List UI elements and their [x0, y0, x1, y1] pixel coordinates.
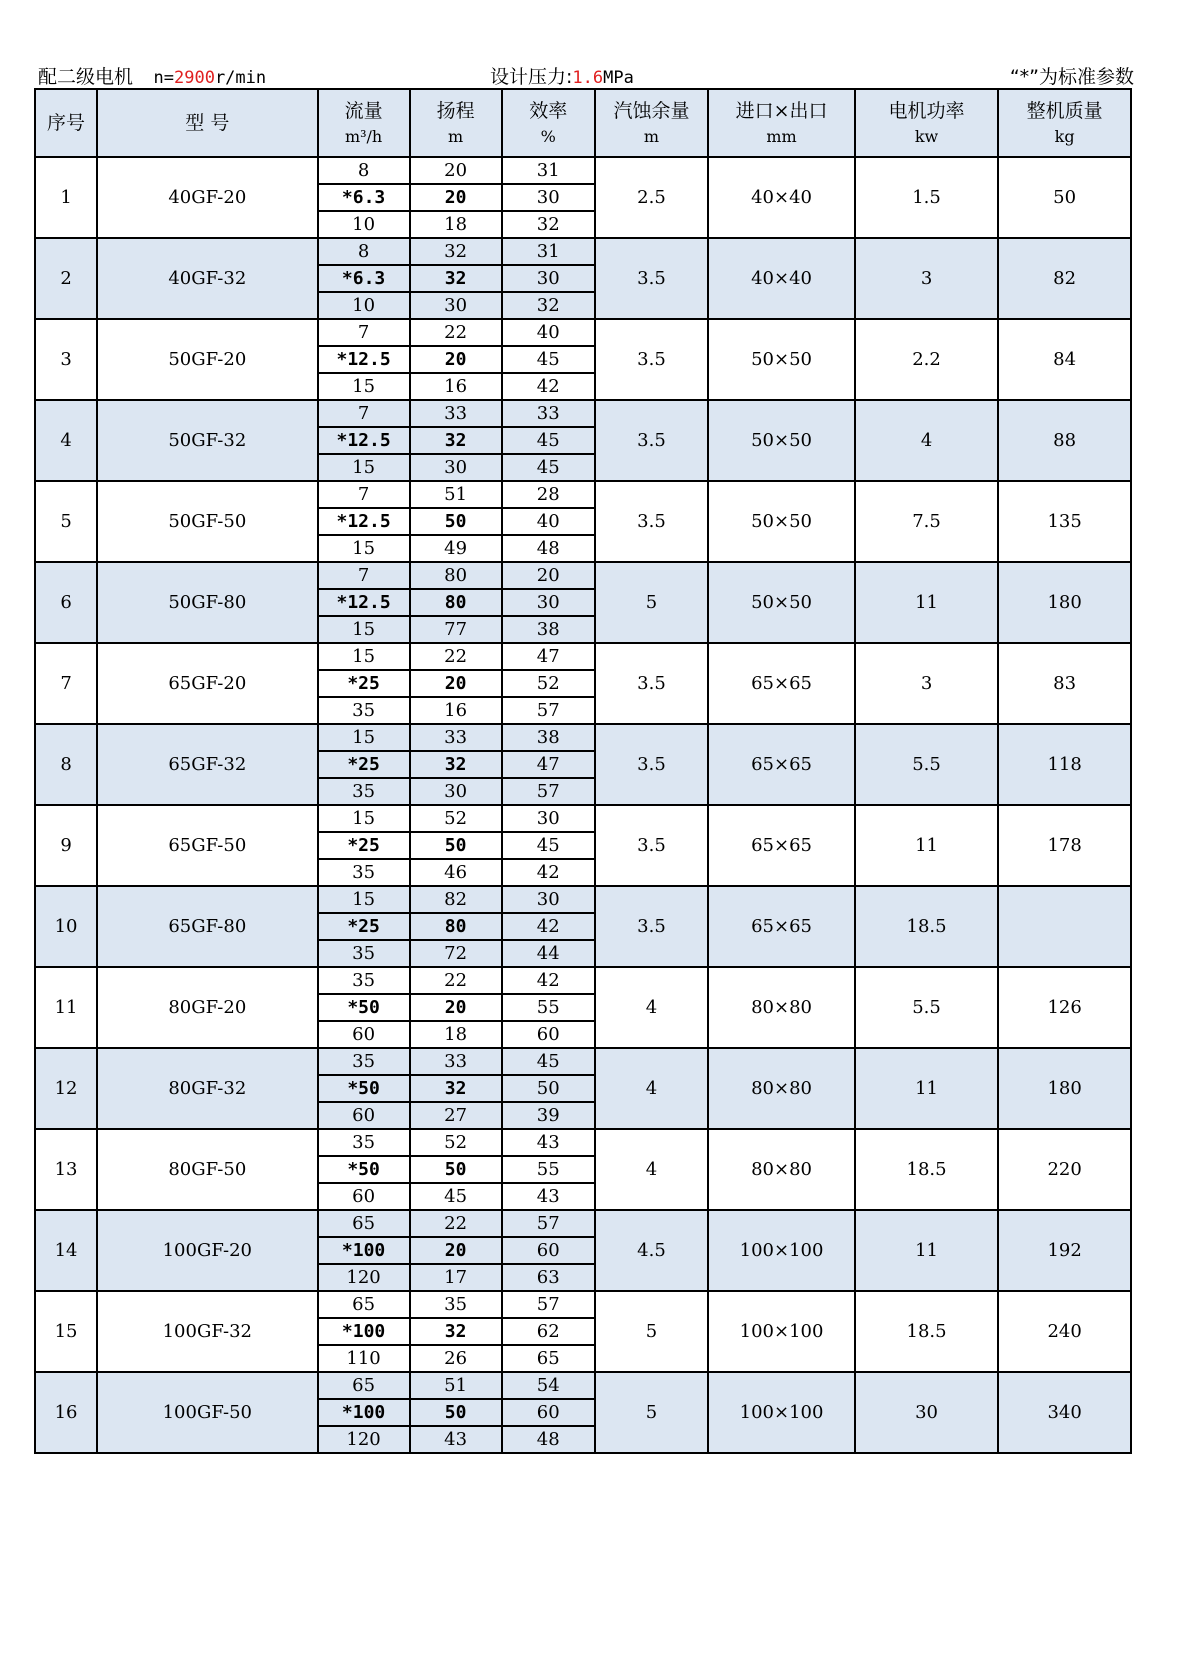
header-label: 序号 — [47, 111, 86, 134]
table-row — [35, 157, 1131, 184]
head-value: 32 — [410, 427, 502, 454]
npsh-value: 3.5 — [595, 481, 708, 562]
flow-value: *50 — [318, 994, 410, 1021]
head-value: 22 — [410, 967, 502, 994]
efficiency-value: 42 — [502, 967, 595, 994]
efficiency-value: 40 — [502, 319, 595, 346]
motor-spec — [38, 62, 266, 89]
row-number: 1 — [35, 157, 97, 238]
head-value: 33 — [410, 724, 502, 751]
sheet-header — [38, 62, 1134, 88]
efficiency-value: 57 — [502, 1291, 595, 1318]
efficiency-value: 60 — [502, 1021, 595, 1048]
flow-value: *50 — [318, 1156, 410, 1183]
motor-power: 4 — [855, 400, 998, 481]
efficiency-value: 47 — [502, 643, 595, 670]
efficiency-value: 47 — [502, 751, 595, 778]
head-value: 30 — [410, 778, 502, 805]
port-size: 65×65 — [708, 886, 855, 967]
port-size: 65×65 — [708, 643, 855, 724]
flow-value: 120 — [318, 1426, 410, 1453]
port-size: 65×65 — [708, 724, 855, 805]
efficiency-value: 48 — [502, 535, 595, 562]
flow-value: 120 — [318, 1264, 410, 1291]
flow-value: *25 — [318, 751, 410, 778]
flow-value: *100 — [318, 1318, 410, 1345]
motor-label: 配二级电机 — [38, 66, 134, 88]
efficiency-value: 20 — [502, 562, 595, 589]
speed-unit: r/min — [214, 68, 267, 88]
table-row — [35, 886, 1131, 913]
flow-value: 60 — [318, 1183, 410, 1210]
design-pressure — [490, 62, 634, 89]
port-size: 40×40 — [708, 238, 855, 319]
efficiency-value: 30 — [502, 886, 595, 913]
head-value: 32 — [410, 265, 502, 292]
flow-value: *6.3 — [318, 265, 410, 292]
port-size: 65×65 — [708, 805, 855, 886]
model-name: 65GF-32 — [97, 724, 317, 805]
efficiency-value: 43 — [502, 1183, 595, 1210]
npsh-value: 4.5 — [595, 1210, 708, 1291]
row-number: 10 — [35, 886, 97, 967]
head-value: 20 — [410, 184, 502, 211]
port-size: 80×80 — [708, 1129, 855, 1210]
pressure-unit: MPa — [603, 68, 634, 88]
row-number: 3 — [35, 319, 97, 400]
flow-value: 60 — [318, 1021, 410, 1048]
efficiency-value: 52 — [502, 670, 595, 697]
efficiency-value: 30 — [502, 589, 595, 616]
col-flow-header — [318, 89, 410, 157]
flow-value: *100 — [318, 1399, 410, 1426]
header-unit: m — [448, 126, 464, 146]
row-number: 12 — [35, 1048, 97, 1129]
flow-value: 7 — [318, 562, 410, 589]
head-value: 51 — [410, 1372, 502, 1399]
motor-power: 1.5 — [855, 157, 998, 238]
flow-value: 8 — [318, 157, 410, 184]
port-size: 100×100 — [708, 1210, 855, 1291]
efficiency-value: 31 — [502, 157, 595, 184]
head-value: 32 — [410, 751, 502, 778]
efficiency-value: 40 — [502, 508, 595, 535]
header-label: 效率 — [529, 99, 568, 122]
efficiency-value: 54 — [502, 1372, 595, 1399]
port-size: 80×80 — [708, 967, 855, 1048]
table-row — [35, 562, 1131, 589]
unit-mass: 50 — [998, 157, 1131, 238]
row-number: 11 — [35, 967, 97, 1048]
model-name: 50GF-50 — [97, 481, 317, 562]
npsh-value: 3.5 — [595, 319, 708, 400]
efficiency-value: 60 — [502, 1399, 595, 1426]
head-value: 80 — [410, 562, 502, 589]
efficiency-value: 48 — [502, 1426, 595, 1453]
row-number: 2 — [35, 238, 97, 319]
port-size: 50×50 — [708, 481, 855, 562]
npsh-value: 3.5 — [595, 805, 708, 886]
unit-mass: 84 — [998, 319, 1131, 400]
flow-value: 15 — [318, 643, 410, 670]
npsh-value: 3.5 — [595, 724, 708, 805]
flow-value: 7 — [318, 319, 410, 346]
head-value: 20 — [410, 670, 502, 697]
npsh-value: 3.5 — [595, 886, 708, 967]
flow-value: *25 — [318, 913, 410, 940]
head-value: 49 — [410, 535, 502, 562]
head-value: 22 — [410, 643, 502, 670]
head-value: 30 — [410, 292, 502, 319]
standard-note: “*”为标准参数 — [1009, 66, 1134, 88]
head-value: 51 — [410, 481, 502, 508]
flow-value: *12.5 — [318, 508, 410, 535]
efficiency-value: 42 — [502, 373, 595, 400]
table-row — [35, 238, 1131, 265]
flow-value: 15 — [318, 616, 410, 643]
flow-value: 10 — [318, 292, 410, 319]
efficiency-value: 45 — [502, 832, 595, 859]
head-value: 50 — [410, 832, 502, 859]
model-name: 80GF-32 — [97, 1048, 317, 1129]
head-value: 50 — [410, 508, 502, 535]
efficiency-value: 33 — [502, 400, 595, 427]
head-value: 35 — [410, 1291, 502, 1318]
header-unit: kg — [1054, 126, 1075, 146]
row-number: 6 — [35, 562, 97, 643]
flow-value: 15 — [318, 535, 410, 562]
table-row — [35, 1210, 1131, 1237]
row-number: 15 — [35, 1291, 97, 1372]
flow-value: *100 — [318, 1237, 410, 1264]
head-value: 30 — [410, 454, 502, 481]
motor-power: 18.5 — [855, 1129, 998, 1210]
flow-value: 15 — [318, 886, 410, 913]
head-value: 20 — [410, 346, 502, 373]
pressure-label: 设计压力: — [490, 66, 573, 88]
flow-value: 8 — [318, 238, 410, 265]
efficiency-value: 30 — [502, 805, 595, 832]
flow-value: 15 — [318, 724, 410, 751]
efficiency-value: 45 — [502, 454, 595, 481]
row-number: 9 — [35, 805, 97, 886]
row-number: 7 — [35, 643, 97, 724]
row-number: 4 — [35, 400, 97, 481]
head-value: 27 — [410, 1102, 502, 1129]
npsh-value: 5 — [595, 1291, 708, 1372]
head-value: 50 — [410, 1156, 502, 1183]
motor-power: 18.5 — [855, 886, 998, 967]
head-value: 82 — [410, 886, 502, 913]
flow-value: *12.5 — [318, 427, 410, 454]
efficiency-value: 62 — [502, 1318, 595, 1345]
motor-power: 3 — [855, 238, 998, 319]
motor-power: 11 — [855, 805, 998, 886]
unit-mass: 192 — [998, 1210, 1131, 1291]
col-ports-header — [708, 89, 855, 157]
head-value: 32 — [410, 1318, 502, 1345]
header-unit: mm — [766, 126, 797, 146]
col-npsh-header — [595, 89, 708, 157]
unit-mass: 180 — [998, 562, 1131, 643]
head-value: 50 — [410, 1399, 502, 1426]
efficiency-value: 31 — [502, 238, 595, 265]
table-row — [35, 1291, 1131, 1318]
motor-power: 30 — [855, 1372, 998, 1453]
table-row — [35, 643, 1131, 670]
unit-mass: 220 — [998, 1129, 1131, 1210]
npsh-value: 3.5 — [595, 238, 708, 319]
efficiency-value: 57 — [502, 697, 595, 724]
flow-value: 35 — [318, 1129, 410, 1156]
flow-value: 35 — [318, 1048, 410, 1075]
pressure-value: 1.6 — [572, 68, 604, 88]
efficiency-value: 32 — [502, 211, 595, 238]
head-value: 16 — [410, 697, 502, 724]
header-label: 进口×出口 — [735, 99, 828, 122]
efficiency-value: 45 — [502, 1048, 595, 1075]
flow-value: *50 — [318, 1075, 410, 1102]
header-label: 流量 — [344, 99, 383, 122]
head-value: 32 — [410, 238, 502, 265]
flow-value: 15 — [318, 454, 410, 481]
efficiency-value: 50 — [502, 1075, 595, 1102]
flow-value: 65 — [318, 1291, 410, 1318]
head-value: 33 — [410, 400, 502, 427]
head-value: 46 — [410, 859, 502, 886]
col-model-header — [97, 89, 317, 157]
table-body — [35, 157, 1131, 1453]
port-size: 100×100 — [708, 1291, 855, 1372]
col-no-header — [35, 89, 97, 157]
head-value: 52 — [410, 805, 502, 832]
unit-mass: 83 — [998, 643, 1131, 724]
efficiency-value: 55 — [502, 994, 595, 1021]
model-name: 80GF-20 — [97, 967, 317, 1048]
npsh-value: 4 — [595, 1129, 708, 1210]
flow-value: 35 — [318, 697, 410, 724]
npsh-value: 5 — [595, 562, 708, 643]
col-mass-header — [998, 89, 1131, 157]
head-value: 26 — [410, 1345, 502, 1372]
flow-value: 35 — [318, 859, 410, 886]
flow-value: 110 — [318, 1345, 410, 1372]
npsh-value: 3.5 — [595, 643, 708, 724]
model-name: 100GF-50 — [97, 1372, 317, 1453]
header-label: 整机质量 — [1026, 99, 1103, 122]
motor-power: 7.5 — [855, 481, 998, 562]
head-value: 33 — [410, 1048, 502, 1075]
efficiency-value: 38 — [502, 724, 595, 751]
flow-value: 15 — [318, 805, 410, 832]
flow-value: *6.3 — [318, 184, 410, 211]
efficiency-value: 42 — [502, 913, 595, 940]
head-value: 18 — [410, 1021, 502, 1048]
head-value: 80 — [410, 589, 502, 616]
unit-mass: 178 — [998, 805, 1131, 886]
head-value: 80 — [410, 913, 502, 940]
motor-power: 3 — [855, 643, 998, 724]
table-row — [35, 1048, 1131, 1075]
efficiency-value: 39 — [502, 1102, 595, 1129]
table-row — [35, 1129, 1131, 1156]
unit-mass — [998, 886, 1131, 967]
col-head-header — [410, 89, 502, 157]
flow-value: 7 — [318, 481, 410, 508]
port-size: 100×100 — [708, 1372, 855, 1453]
flow-value: *25 — [318, 832, 410, 859]
unit-mass: 135 — [998, 481, 1131, 562]
efficiency-value: 65 — [502, 1345, 595, 1372]
flow-value: *12.5 — [318, 346, 410, 373]
npsh-value: 4 — [595, 967, 708, 1048]
unit-mass: 240 — [998, 1291, 1131, 1372]
port-size: 40×40 — [708, 157, 855, 238]
model-name: 100GF-20 — [97, 1210, 317, 1291]
header-label: 汽蚀余量 — [613, 99, 690, 122]
row-number: 8 — [35, 724, 97, 805]
row-number: 5 — [35, 481, 97, 562]
efficiency-value: 43 — [502, 1129, 595, 1156]
model-name: 50GF-80 — [97, 562, 317, 643]
npsh-value: 4 — [595, 1048, 708, 1129]
flow-value: 65 — [318, 1372, 410, 1399]
head-value: 77 — [410, 616, 502, 643]
table-row — [35, 400, 1131, 427]
port-size: 50×50 — [708, 319, 855, 400]
header-unit: kw — [914, 126, 939, 146]
model-name: 65GF-20 — [97, 643, 317, 724]
unit-mass: 126 — [998, 967, 1131, 1048]
motor-power: 11 — [855, 562, 998, 643]
header-unit: m — [643, 126, 660, 146]
header-unit: % — [540, 126, 556, 146]
npsh-value: 2.5 — [595, 157, 708, 238]
head-value: 18 — [410, 211, 502, 238]
flow-value: 35 — [318, 940, 410, 967]
head-value: 16 — [410, 373, 502, 400]
unit-mass: 118 — [998, 724, 1131, 805]
head-value: 43 — [410, 1426, 502, 1453]
flow-value: *12.5 — [318, 589, 410, 616]
flow-value: 65 — [318, 1210, 410, 1237]
head-value: 17 — [410, 1264, 502, 1291]
motor-power: 2.2 — [855, 319, 998, 400]
npsh-value: 5 — [595, 1372, 708, 1453]
efficiency-value: 30 — [502, 184, 595, 211]
motor-power: 11 — [855, 1048, 998, 1129]
row-number: 13 — [35, 1129, 97, 1210]
col-efficiency-header — [502, 89, 595, 157]
flow-value: 35 — [318, 967, 410, 994]
speed-value: 2900 — [173, 68, 215, 88]
model-name: 65GF-80 — [97, 886, 317, 967]
efficiency-value: 55 — [502, 1156, 595, 1183]
efficiency-value: 45 — [502, 346, 595, 373]
efficiency-value: 32 — [502, 292, 595, 319]
header-unit: m³/h — [344, 126, 383, 146]
model-name: 80GF-50 — [97, 1129, 317, 1210]
model-name: 50GF-20 — [97, 319, 317, 400]
unit-mass: 340 — [998, 1372, 1131, 1453]
flow-value: 60 — [318, 1102, 410, 1129]
head-value: 22 — [410, 1210, 502, 1237]
model-name: 100GF-32 — [97, 1291, 317, 1372]
port-size: 50×50 — [708, 400, 855, 481]
motor-power: 18.5 — [855, 1291, 998, 1372]
header-label: 电机功率 — [888, 99, 965, 122]
model-name: 50GF-32 — [97, 400, 317, 481]
col-power-header — [855, 89, 998, 157]
motor-power: 11 — [855, 1210, 998, 1291]
table-row — [35, 724, 1131, 751]
flow-value: *25 — [318, 670, 410, 697]
efficiency-value: 38 — [502, 616, 595, 643]
motor-power: 5.5 — [855, 724, 998, 805]
table-row — [35, 1372, 1131, 1399]
head-value: 32 — [410, 1075, 502, 1102]
pump-spec-table — [34, 88, 1132, 1454]
motor-power: 5.5 — [855, 967, 998, 1048]
head-value: 45 — [410, 1183, 502, 1210]
unit-mass: 82 — [998, 238, 1131, 319]
efficiency-value: 42 — [502, 859, 595, 886]
efficiency-value: 30 — [502, 265, 595, 292]
unit-mass: 180 — [998, 1048, 1131, 1129]
efficiency-value: 57 — [502, 1210, 595, 1237]
port-size: 80×80 — [708, 1048, 855, 1129]
table-row — [35, 319, 1131, 346]
efficiency-value: 45 — [502, 427, 595, 454]
head-value: 20 — [410, 157, 502, 184]
row-number: 14 — [35, 1210, 97, 1291]
head-value: 20 — [410, 1237, 502, 1264]
table-row — [35, 481, 1131, 508]
efficiency-value: 60 — [502, 1237, 595, 1264]
head-value: 20 — [410, 994, 502, 1021]
head-value: 22 — [410, 319, 502, 346]
efficiency-value: 28 — [502, 481, 595, 508]
table-row — [35, 805, 1131, 832]
speed-prefix: n= — [153, 68, 174, 88]
model-name: 40GF-32 — [97, 238, 317, 319]
efficiency-value: 57 — [502, 778, 595, 805]
table-row — [35, 967, 1131, 994]
npsh-value: 3.5 — [595, 400, 708, 481]
efficiency-value: 63 — [502, 1264, 595, 1291]
model-name: 40GF-20 — [97, 157, 317, 238]
row-number: 16 — [35, 1372, 97, 1453]
flow-value: 7 — [318, 400, 410, 427]
port-size: 50×50 — [708, 562, 855, 643]
head-value: 52 — [410, 1129, 502, 1156]
model-name: 65GF-50 — [97, 805, 317, 886]
unit-mass: 88 — [998, 400, 1131, 481]
flow-value: 10 — [318, 211, 410, 238]
header-row — [35, 89, 1131, 157]
head-value: 72 — [410, 940, 502, 967]
efficiency-value: 44 — [502, 940, 595, 967]
flow-value: 15 — [318, 373, 410, 400]
flow-value: 35 — [318, 778, 410, 805]
header-label: 型 号 — [185, 111, 230, 134]
header-label: 扬程 — [436, 99, 475, 122]
